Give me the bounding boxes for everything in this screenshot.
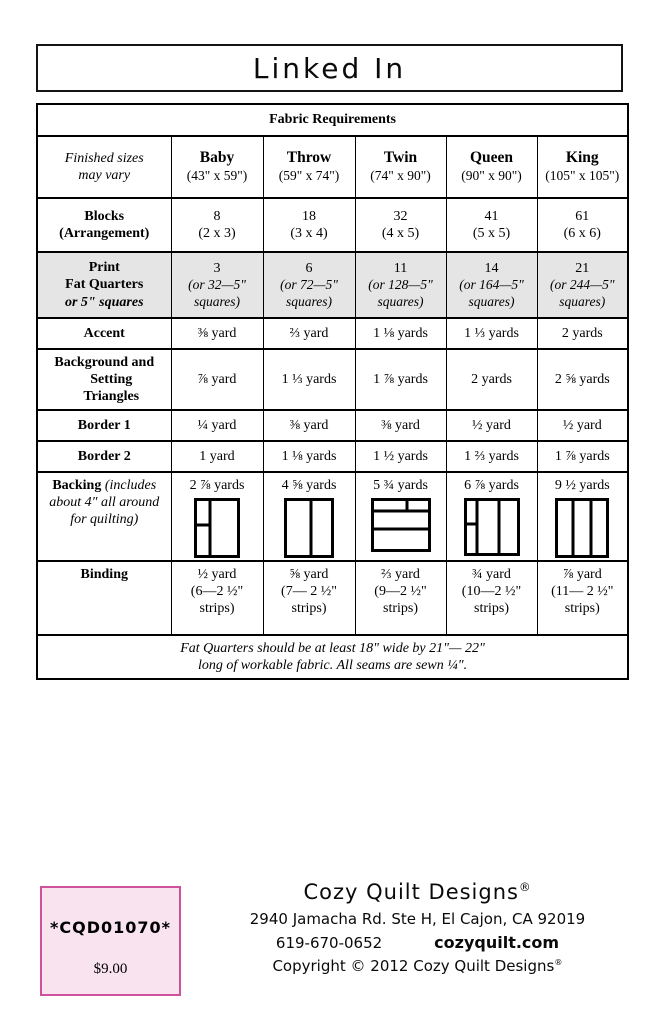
text-line: ⅜ yard xyxy=(197,325,237,341)
backing-throw xyxy=(263,472,355,561)
column-header-queen xyxy=(446,136,537,198)
text-line: (90" x 90") xyxy=(461,168,522,184)
fat-quarter-footnote xyxy=(37,635,628,679)
text-line xyxy=(372,500,429,551)
row-label-border-2 xyxy=(37,441,171,472)
column-header-baby xyxy=(171,136,263,198)
text-line: ⅜ yard xyxy=(289,417,329,433)
text-line: 1 ⅞ yards xyxy=(373,371,428,387)
finished-sizes-note xyxy=(37,136,171,198)
text-line: 2 ⅞ yards xyxy=(189,478,245,493)
text-line: 61 xyxy=(575,208,590,224)
row-label-border-1 xyxy=(37,410,171,441)
text-line: (105" x 105") xyxy=(545,168,620,184)
text-line: Baby xyxy=(199,149,235,167)
text-line: (Arrangement) xyxy=(59,226,150,241)
background-setting-triangles-queen xyxy=(446,349,537,410)
pattern-title: Linked In xyxy=(252,51,407,85)
text-line: 1 ⅓ yards xyxy=(281,371,337,387)
text-line: (or 128—5" xyxy=(368,277,433,293)
print-fat-quarters-throw xyxy=(263,252,355,318)
pattern-title-box xyxy=(36,44,623,92)
blocks-throw xyxy=(263,198,355,252)
border-1-baby xyxy=(171,410,263,441)
text-line: may vary xyxy=(78,168,131,183)
text-line: Blocks xyxy=(84,208,125,224)
text-line: Twin xyxy=(383,149,418,167)
text-line: strips) xyxy=(199,601,235,617)
text-line: (11— 2 ½" xyxy=(551,584,614,600)
text-line: Fat Quarters should be at least 18" wide by 21"— 22" xyxy=(180,641,485,656)
accent-throw xyxy=(263,318,355,349)
website: cozyquilt.com xyxy=(434,933,560,952)
border-2-baby xyxy=(171,441,263,472)
text-line: ⅔ yard xyxy=(381,567,420,583)
text-line: Border 1 xyxy=(77,417,131,433)
border-2-king xyxy=(537,441,628,472)
text-line: ⅞ yard xyxy=(562,567,602,583)
text-line: (59" x 74") xyxy=(278,168,340,184)
text-line: 9 ½ yards xyxy=(554,478,610,493)
text-line: ½ yard xyxy=(197,567,237,583)
text-line: Finished sizes xyxy=(64,150,144,166)
text-line xyxy=(286,500,333,557)
row-label-accent xyxy=(37,318,171,349)
text-line: ¾ yard xyxy=(472,567,511,583)
binding-queen xyxy=(446,561,537,635)
text-line: ⅝ yard xyxy=(289,567,329,583)
text-line: 1 ⅔ yards xyxy=(464,448,519,464)
text-line xyxy=(37,104,628,679)
binding-twin xyxy=(355,561,446,635)
registered-mark: ® xyxy=(554,957,563,967)
text-line: 1 ⅓ yards xyxy=(464,325,519,341)
text-line: (or 164—5" xyxy=(459,277,524,293)
accent-queen xyxy=(446,318,537,349)
backing-layout-diagram-king xyxy=(555,498,609,558)
text-line: Triangles xyxy=(83,389,140,405)
text-line: (or 244—5" xyxy=(550,277,615,293)
background-setting-triangles-baby xyxy=(171,349,263,410)
text-line: (or 72—5" xyxy=(280,277,338,293)
text-line: (6—2 ½" xyxy=(190,584,244,600)
text-line: 1 ½ yards xyxy=(373,448,428,464)
phone-number: 619-670-0652 xyxy=(275,934,383,952)
row-label-background-setting-triangles xyxy=(37,349,171,410)
border-1-king xyxy=(537,410,628,441)
text-line: King xyxy=(565,149,599,167)
text-line: Border 2 xyxy=(77,448,131,464)
text-line: 1 ⅞ yards xyxy=(554,448,610,464)
border-1-throw xyxy=(263,410,355,441)
row-border-2 xyxy=(37,441,628,472)
text-line: 2 yards xyxy=(471,371,512,387)
text-line: 4 ⅝ yards xyxy=(281,478,337,493)
text-line xyxy=(196,500,239,557)
row-label-print-fat-quarters xyxy=(37,252,171,318)
text-line xyxy=(557,500,608,557)
text-line: 1 ⅛ yards xyxy=(281,448,337,464)
text-line: (4 x 5) xyxy=(381,226,420,241)
text-line: strips) xyxy=(383,601,418,617)
binding-throw xyxy=(263,561,355,635)
text-line: (10—2 ½" xyxy=(461,584,522,600)
text-line: (74" x 90") xyxy=(370,168,431,184)
size-header-row xyxy=(37,136,628,198)
accent-king xyxy=(537,318,628,349)
text-line: 1 ⅛ yards xyxy=(373,325,428,341)
text-line: (2 x 3) xyxy=(198,226,236,241)
backing-baby xyxy=(171,472,263,561)
background-setting-triangles-twin xyxy=(355,349,446,410)
blocks-queen xyxy=(446,198,537,252)
price: $9.00 xyxy=(93,961,128,977)
backing-layout-diagram-queen xyxy=(464,498,520,556)
border-2-twin xyxy=(355,441,446,472)
text-line: Binding xyxy=(80,567,128,583)
text-line: Fat Quarters xyxy=(65,277,144,293)
text-line: ½ yard xyxy=(472,417,511,433)
company-name xyxy=(205,880,630,904)
text-line: 41 xyxy=(484,208,499,224)
text-line: ½ yard xyxy=(562,417,602,433)
blocks-king xyxy=(537,198,628,252)
row-binding xyxy=(37,561,628,635)
border-2-throw xyxy=(263,441,355,472)
border-2-queen xyxy=(446,441,537,472)
publisher-info xyxy=(205,880,630,975)
text-line: (43" x 59") xyxy=(186,168,248,184)
text-line: 21 xyxy=(575,260,590,276)
row-accent xyxy=(37,318,628,349)
text-line: Print xyxy=(88,260,120,276)
text-line: (or 32—5" xyxy=(188,277,246,293)
text-line: 2 yards xyxy=(561,325,603,341)
text-line: ¼ yard xyxy=(197,417,237,433)
text-line: strips) xyxy=(291,601,327,617)
text-line: Accent xyxy=(83,325,125,341)
border-1-twin xyxy=(355,410,446,441)
text-line: 14 xyxy=(484,260,499,276)
text-line: Backing xyxy=(52,478,102,493)
text-line: 6 ⅞ yards xyxy=(464,478,519,493)
row-backing xyxy=(37,472,628,561)
contact-line xyxy=(205,933,630,952)
sku-price-box xyxy=(40,886,181,996)
binding-king xyxy=(537,561,628,635)
column-header-throw xyxy=(263,136,355,198)
copyright-line xyxy=(205,957,630,975)
background-setting-triangles-throw xyxy=(263,349,355,410)
print-fat-quarters-queen xyxy=(446,252,537,318)
column-header-twin xyxy=(355,136,446,198)
text-line: (7— 2 ½" xyxy=(281,584,337,600)
text-line: squares) xyxy=(468,293,515,309)
background-setting-triangles-king xyxy=(537,349,628,410)
text-line: squares) xyxy=(286,293,332,309)
table-title: Fabric Requirements xyxy=(37,104,628,136)
border-1-queen xyxy=(446,410,537,441)
text-line: or 5" squares xyxy=(64,294,144,310)
text-line: (3 x 4) xyxy=(290,226,328,241)
row-background-setting-triangles xyxy=(37,349,628,410)
company-name-text: Cozy Quilt Designs xyxy=(303,880,519,904)
text-line: 3 xyxy=(213,260,221,276)
backing-layout-diagram-baby xyxy=(194,498,240,558)
row-label-binding xyxy=(37,561,171,635)
blocks-twin xyxy=(355,198,446,252)
text-line: 2 ⅝ yards xyxy=(554,371,610,387)
text-line: ⅔ yard xyxy=(289,325,329,341)
sku-code: *CQD01070* xyxy=(49,918,172,937)
backing-queen xyxy=(446,472,537,561)
text-line: strips) xyxy=(474,601,509,617)
text-line: (9—2 ½" xyxy=(374,584,427,600)
text-line: Background and xyxy=(54,354,155,370)
copyright-text: Copyright © 2012 Cozy Quilt Designs xyxy=(272,957,555,975)
text-line: squares) xyxy=(194,293,240,309)
accent-twin xyxy=(355,318,446,349)
text-line: (5 x 5) xyxy=(472,226,511,241)
backing-twin xyxy=(355,472,446,561)
text-line: 18 xyxy=(302,208,316,224)
text-line: ⅜ yard xyxy=(381,417,420,433)
print-fat-quarters-twin xyxy=(355,252,446,318)
text-line: Queen xyxy=(469,149,514,167)
backing-layout-diagram-twin xyxy=(371,498,431,552)
text-line: 1 yard xyxy=(199,448,235,464)
text-line: (6 x 6) xyxy=(563,226,601,241)
row-label-blocks xyxy=(37,198,171,252)
text-line: long of workable fabric. All seams are sewn ¼". xyxy=(197,658,468,674)
text-line: 32 xyxy=(393,208,408,224)
row-blocks xyxy=(37,198,628,252)
text-line: squares) xyxy=(377,293,424,309)
text-line: 5 ¾ yards xyxy=(373,478,428,493)
text-line: Setting xyxy=(90,371,133,387)
text-line: ⅞ yard xyxy=(197,371,237,387)
text-line: squares) xyxy=(559,293,606,309)
text-line: 11 xyxy=(393,260,408,276)
registered-mark: ® xyxy=(518,880,532,894)
text-line: strips) xyxy=(564,601,600,617)
text-line: (includes about 4" all around for quilting) xyxy=(49,478,160,528)
column-header-king xyxy=(537,136,628,198)
blocks-baby xyxy=(171,198,263,252)
table-title-row xyxy=(37,104,628,136)
fabric-requirements-table xyxy=(36,103,629,680)
print-fat-quarters-baby xyxy=(171,252,263,318)
row-print-fat-quarters xyxy=(37,252,628,318)
backing-layout-diagram-throw xyxy=(284,498,334,558)
company-address: 2940 Jamacha Rd. Ste H, El Cajon, CA 92019 xyxy=(249,910,586,928)
print-fat-quarters-king xyxy=(537,252,628,318)
footnote-row xyxy=(37,635,628,679)
row-border-1 xyxy=(37,410,628,441)
text-line: 8 xyxy=(213,208,221,224)
binding-baby xyxy=(171,561,263,635)
accent-baby xyxy=(171,318,263,349)
row-label-backing xyxy=(37,472,171,561)
text-line: Throw xyxy=(286,149,332,167)
backing-king xyxy=(537,472,628,561)
text-line xyxy=(465,500,518,555)
text-line: 6 xyxy=(305,260,313,276)
